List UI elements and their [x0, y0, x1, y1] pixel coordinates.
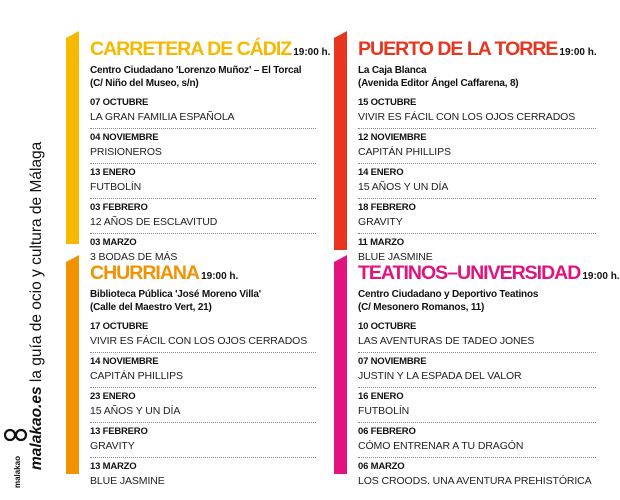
venue-name: Biblioteca Pública 'José Moreno Villa' [90, 289, 261, 300]
screening-date: 10 OCTUBRE [358, 321, 417, 332]
list-item [358, 199, 596, 234]
screening-list [358, 94, 596, 269]
film-title: PRISIONEROS [90, 146, 162, 158]
screening-date: 07 NOVIEMBRE [358, 356, 427, 367]
film-title: FUTBOLÍN [90, 181, 142, 193]
venue-address: (Calle del Maestro Vert, 21) [90, 302, 212, 313]
logo-wordmark: malakao [13, 455, 22, 488]
venue-address: (C/ Mesonero Romanos, 11) [358, 302, 485, 313]
screening-date: 14 ENERO [358, 167, 404, 178]
film-title: GRAVITY [90, 440, 135, 452]
screening-date: 04 NOVIEMBRE [90, 132, 159, 143]
district-title: CARRETERA DE CÁDIZ [90, 38, 292, 60]
film-title: BLUE JASMINE [90, 475, 165, 487]
venue-address: (C/ Niño del Museo, s/n) [90, 78, 199, 89]
film-title: VIVIR ES FÁCIL CON LOS OJOS CERRADOS [358, 111, 576, 123]
list-item [90, 199, 316, 234]
list-item [90, 94, 316, 129]
film-title: 15 AÑOS Y UN DÍA [358, 181, 449, 193]
venue-name: Centro Ciudadano 'Lorenzo Muñoz' – El Torcal [90, 65, 302, 76]
list-item [358, 318, 596, 353]
accent-bar [334, 262, 347, 474]
list-item [90, 423, 316, 458]
logo-rings-icon [4, 428, 28, 442]
screening-date: 23 ENERO [90, 391, 136, 402]
screening-date: 14 NOVIEMBRE [90, 356, 159, 367]
screening-date: 03 MARZO [90, 237, 137, 248]
screening-date: 18 FEBRERO [358, 202, 416, 213]
screening-date: 17 OCTUBRE [90, 321, 149, 332]
screening-time: 19:00 h. [293, 47, 331, 58]
venue-address: (Avenida Editor Ángel Caffarena, 8) [358, 78, 519, 89]
screening-date: 13 FEBRERO [90, 426, 148, 437]
panel-teatinos-universidad [334, 262, 620, 487]
screening-list [90, 318, 316, 493]
list-item [90, 388, 316, 423]
list-item [90, 129, 316, 164]
screening-date: 03 FEBRERO [90, 202, 148, 213]
venue-name: La Caja Blanca [358, 65, 427, 76]
district-title: CHURRIANA [90, 262, 200, 284]
venue-name: Centro Ciudadano y Deportivo Teatinos [358, 289, 539, 300]
brand-link[interactable]: malakao.es [28, 386, 45, 470]
film-title: CÓMO ENTRENAR A TU DRAGÓN [358, 440, 524, 452]
panel-carretera-de-cadiz [66, 38, 331, 263]
film-title: BLUE JASMINE [358, 251, 433, 263]
screening-date: 07 OCTUBRE [90, 97, 149, 108]
screening-date: 16 ENERO [358, 391, 404, 402]
screening-list [90, 94, 316, 269]
film-title: 15 AÑOS Y UN DÍA [90, 405, 181, 417]
accent-bar [334, 38, 347, 250]
list-item [358, 458, 596, 493]
list-item [358, 353, 596, 388]
panel-puerto-de-la-torre [334, 38, 597, 263]
list-item [90, 458, 316, 493]
film-title: LOS CROODS. UNA AVENTURA PREHISTÓRICA [358, 475, 592, 487]
screening-date: 15 OCTUBRE [358, 97, 417, 108]
screening-date: 06 MARZO [358, 461, 405, 472]
screening-date: 06 FEBRERO [358, 426, 416, 437]
sidebar [0, 0, 58, 500]
film-title: 12 AÑOS DE ESCLAVITUD [90, 216, 218, 228]
accent-bar [66, 262, 79, 474]
panel-churriana [66, 262, 316, 487]
list-item [358, 94, 596, 129]
screening-time: 19:00 h. [201, 271, 239, 282]
district-title: PUERTO DE LA TORRE [358, 38, 558, 60]
screening-list [358, 318, 596, 493]
tagline-text: la guía de ocio y cultura de Málaga [28, 141, 45, 387]
screening-time: 19:00 h. [559, 47, 597, 58]
film-title: LA GRAN FAMILIA ESPAÑOLA [90, 111, 235, 123]
sidebar-tagline [28, 142, 46, 470]
list-item [358, 129, 596, 164]
list-item [90, 353, 316, 388]
film-title: LAS AVENTURAS DE TADEO JONES [358, 335, 535, 347]
screening-date: 11 MARZO [358, 237, 404, 248]
list-item [358, 423, 596, 458]
film-title: 3 BODAS DE MÁS [90, 251, 178, 263]
film-title: VIVIR ES FÁCIL CON LOS OJOS CERRADOS [90, 335, 308, 347]
film-title: CAPITÁN PHILLIPS [358, 146, 451, 158]
screening-date: 13 ENERO [90, 167, 136, 178]
film-title: FUTBOLÍN [358, 405, 410, 417]
district-title: TEATINOS–UNIVERSIDAD [358, 262, 581, 284]
list-item [90, 164, 316, 199]
list-item [358, 164, 596, 199]
list-item [90, 318, 316, 353]
screening-time: 19:00 h. [582, 271, 620, 282]
film-title: JUSTIN Y LA ESPADA DEL VALOR [358, 370, 522, 382]
malakao-logo [4, 428, 28, 490]
list-item [358, 388, 596, 423]
film-title: CAPITÁN PHILLIPS [90, 370, 183, 382]
screening-date: 13 MARZO [90, 461, 137, 472]
accent-bar [66, 38, 79, 244]
film-title: GRAVITY [358, 216, 403, 228]
screening-date: 12 NOVIEMBRE [358, 132, 427, 143]
